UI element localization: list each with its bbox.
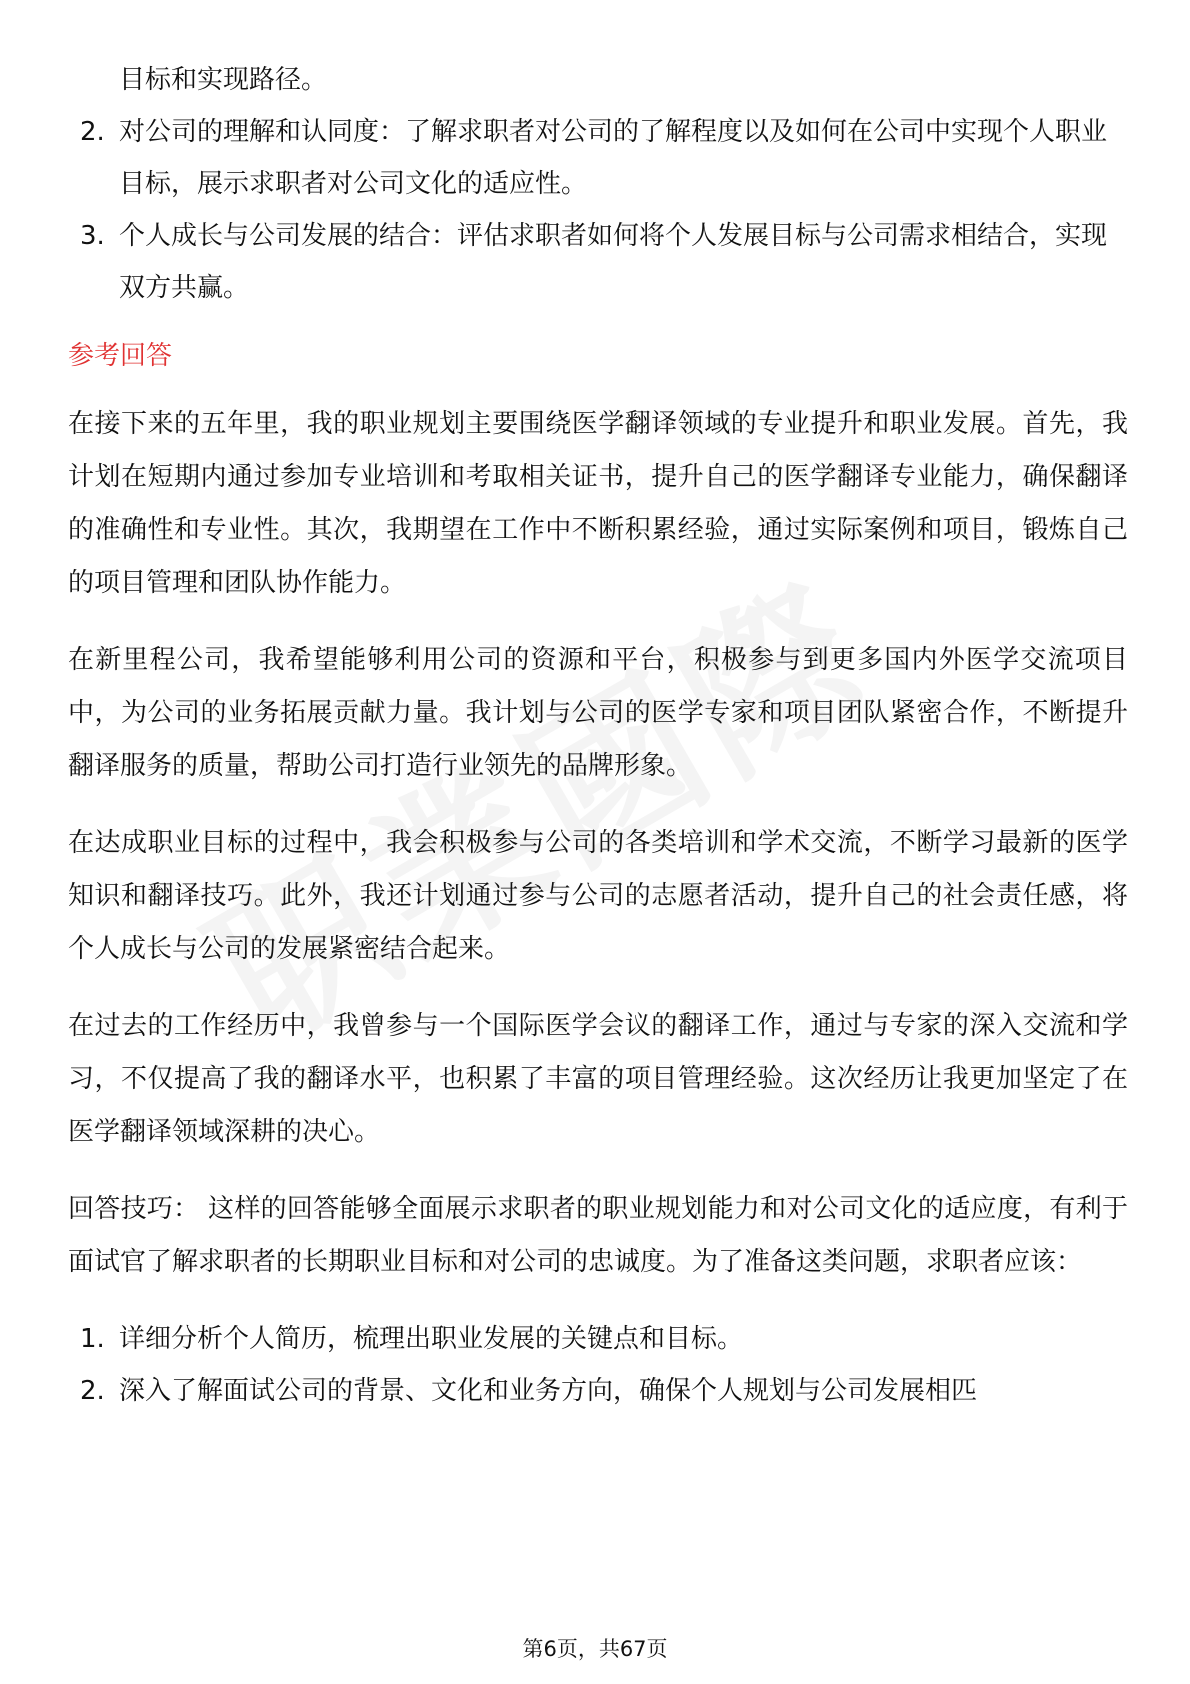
tips-paragraph: 回答技巧： 这样的回答能够全面展示求职者的职业规划能力和对公司文化的适应度，有利于面试官了解求职者的长期职业目标和对公司的忠诚度。为了准备这类问题，求职者应该：: [68, 1194, 1128, 1277]
list-item-continuation: 目标和实现路径。: [119, 65, 328, 95]
list-item: [68, 1313, 1128, 1365]
list-item: [68, 1365, 1128, 1417]
answer-paragraph: 在过去的工作经历中，我曾参与一个国际医学会议的翻译工作，通过与专家的深入交流和学习，不仅提高了我的翻译水平，也积累了丰富的项目管理经验。这次经历让我更加坚定了在医学翻译领域深耕的决心。: [68, 1011, 1128, 1147]
list-item-number: 1.: [80, 1324, 105, 1354]
list-item-number: 2.: [80, 1376, 105, 1406]
list-item: [68, 106, 1128, 210]
page-number-footer: 第6页，共67页: [522, 1637, 668, 1661]
list-item-text: 个人成长与公司发展的结合：评估求职者如何将个人发展目标与公司需求相结合，实现双方共赢。: [119, 221, 1108, 303]
list-item-number: 3.: [80, 221, 105, 251]
answer-paragraph: 在达成职业目标的过程中，我会积极参与公司的各类培训和学术交流，不断学习最新的医学知识和翻译技巧。此外，我还计划通过参与公司的志愿者活动，提升自己的社会责任感，将个人成长与公司的发展紧密结合起来。: [68, 828, 1128, 964]
list-item-text: 对公司的理解和认同度：了解求职者对公司的了解程度以及如何在公司中实现个人职业目标，展示求职者对公司文化的适应性。: [119, 117, 1108, 199]
list-item-text: 详细分析个人简历，梳理出职业发展的关键点和目标。: [119, 1324, 744, 1354]
answer-paragraph: 在新里程公司，我希望能够利用公司的资源和平台，积极参与到更多国内外医学交流项目中，为公司的业务拓展贡献力量。我计划与公司的医学专家和项目团队紧密合作，不断提升翻译服务的质量，帮助公司打造行业领先的品牌形象。: [68, 645, 1128, 781]
page-content: [68, 54, 1128, 1417]
list-item-text: 深入了解面试公司的背景、文化和业务方向，确保个人规划与公司发展相匹: [119, 1376, 978, 1406]
list-item-number: 2.: [80, 117, 105, 147]
tips-list: [68, 1313, 1128, 1417]
criteria-list: [68, 106, 1128, 314]
section-heading-reference-answer: 参考回答: [68, 341, 173, 371]
answer-paragraph: 在接下来的五年里，我的职业规划主要围绕医学翻译领域的专业提升和职业发展。首先，我计划在短期内通过参加专业培训和考取相关证书，提升自己的医学翻译专业能力，确保翻译的准确性和专业性。其次，我期望在工作中不断积累经验，通过实际案例和项目，锻炼自己的项目管理和团队协作能力。: [68, 409, 1128, 598]
list-item: [68, 210, 1128, 314]
